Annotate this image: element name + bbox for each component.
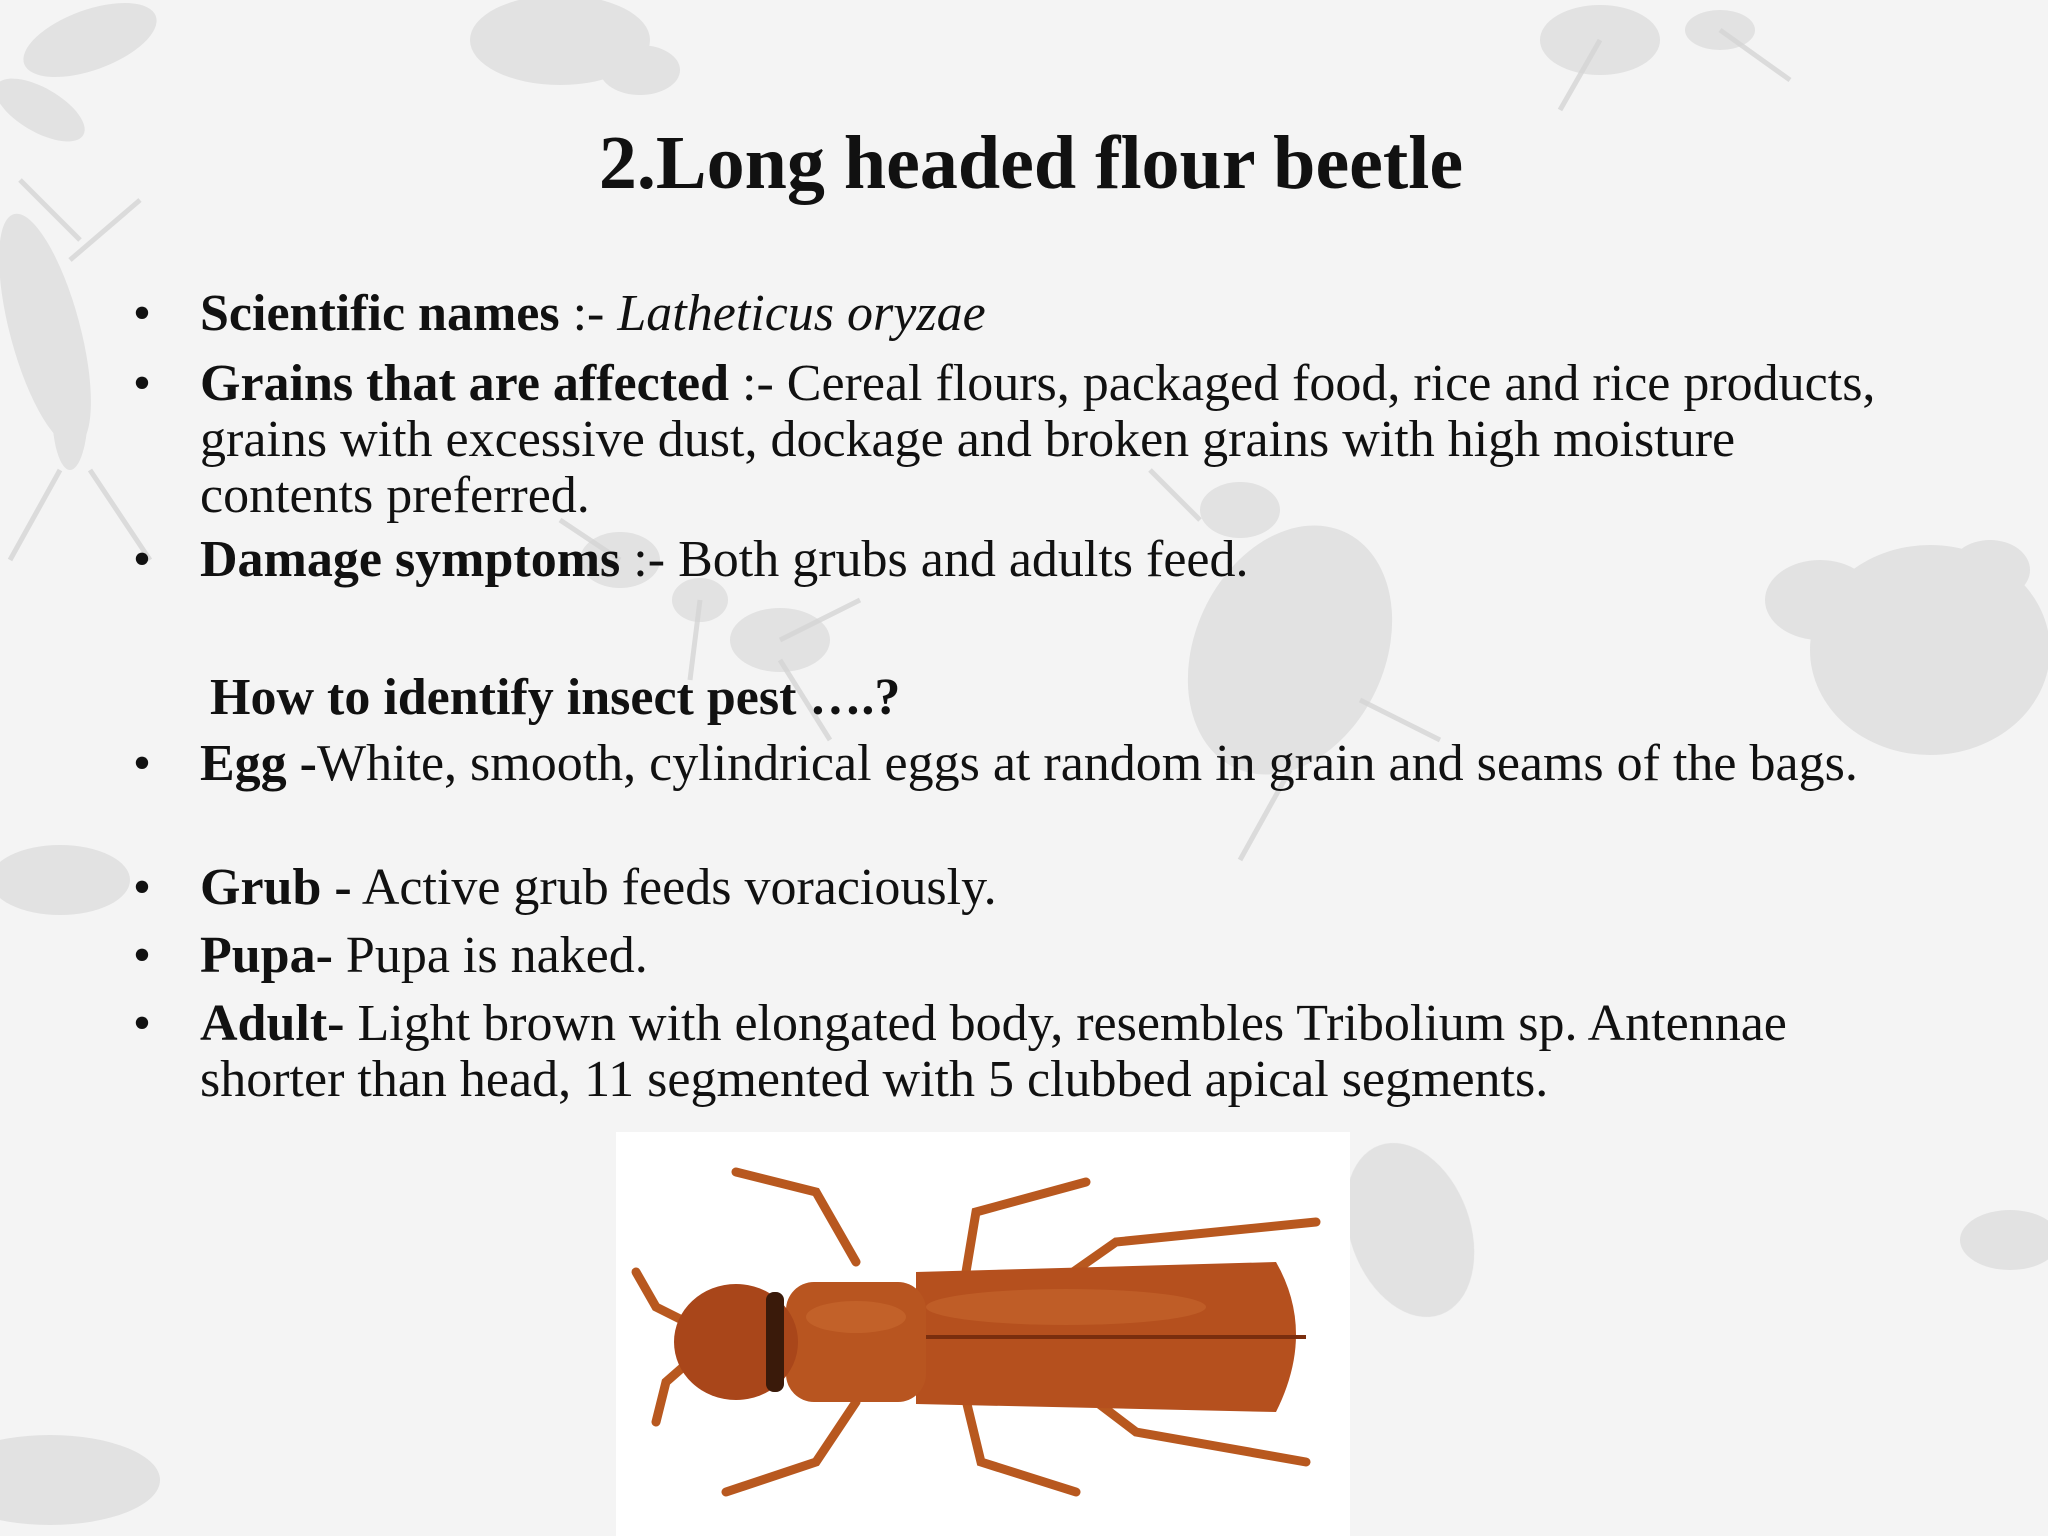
bullet-text: Light brown with elongated body, resembles Tribolium sp. Antennae shorter than head, 11 segmented with 5 clubbed apical segments. <box>200 995 1787 1108</box>
identify-subheading: How to identify insect pest ….? <box>210 669 901 726</box>
bullet-separator: :- <box>729 355 787 412</box>
bullet-label: Egg - <box>200 735 317 792</box>
bullet-text: White, smooth, cylindrical eggs at random in grain and seams of the bags. <box>317 735 1858 792</box>
bullet-text: Active grub feeds voraciously. <box>351 859 997 916</box>
bullet-egg <box>132 735 1920 792</box>
watermark-bug-icon <box>0 1435 160 1525</box>
bullet-label: Adult- <box>200 995 345 1052</box>
bullet-text: Cereal flours, packaged food, rice and rice products, grains with excessive dust, dockage and broken grains with high moisture contents preferred. <box>200 355 1876 524</box>
bullet-dot: • <box>132 995 152 1052</box>
watermark-mosquito-icon <box>0 205 110 470</box>
watermark-beetle-icon <box>470 0 680 95</box>
watermark-wasp-icon <box>1540 5 1755 75</box>
bullet-dot: • <box>132 735 152 792</box>
bullet-label: Damage symptoms <box>200 531 621 588</box>
bullet-damage-symptoms <box>132 531 1920 588</box>
bullet-separator: :- <box>620 531 679 588</box>
bullet-grub <box>132 859 1920 916</box>
bullet-separator: :- <box>559 285 618 342</box>
bullet-dot: • <box>132 531 152 588</box>
watermark-lower-bug-icon <box>1323 1125 2048 1335</box>
bullet-grains-affected <box>132 355 1920 524</box>
bullet-dot: • <box>132 355 152 412</box>
scientific-name: Latheticus oryzae <box>617 285 986 342</box>
bullet-dot: • <box>132 859 152 916</box>
bullet-label: Grub - <box>200 859 352 916</box>
bullet-adult <box>132 995 1920 1108</box>
bullet-dot: • <box>132 927 152 984</box>
beetle-photo <box>616 1132 1350 1536</box>
bullet-scientific-name <box>132 285 1920 342</box>
bullet-label: Grains that are affected <box>200 355 730 412</box>
watermark-weevil-icon <box>0 845 130 915</box>
bullet-label: Pupa- <box>200 927 333 984</box>
bullet-text: Pupa is naked. <box>332 927 648 984</box>
bullet-text: Both grubs and adults feed. <box>678 531 1249 588</box>
bullet-label: Scientific names <box>200 285 560 342</box>
bullet-dot: • <box>132 285 152 342</box>
bullet-pupa <box>132 927 1920 984</box>
slide-title: 2.Long headed flour beetle <box>598 121 1464 205</box>
